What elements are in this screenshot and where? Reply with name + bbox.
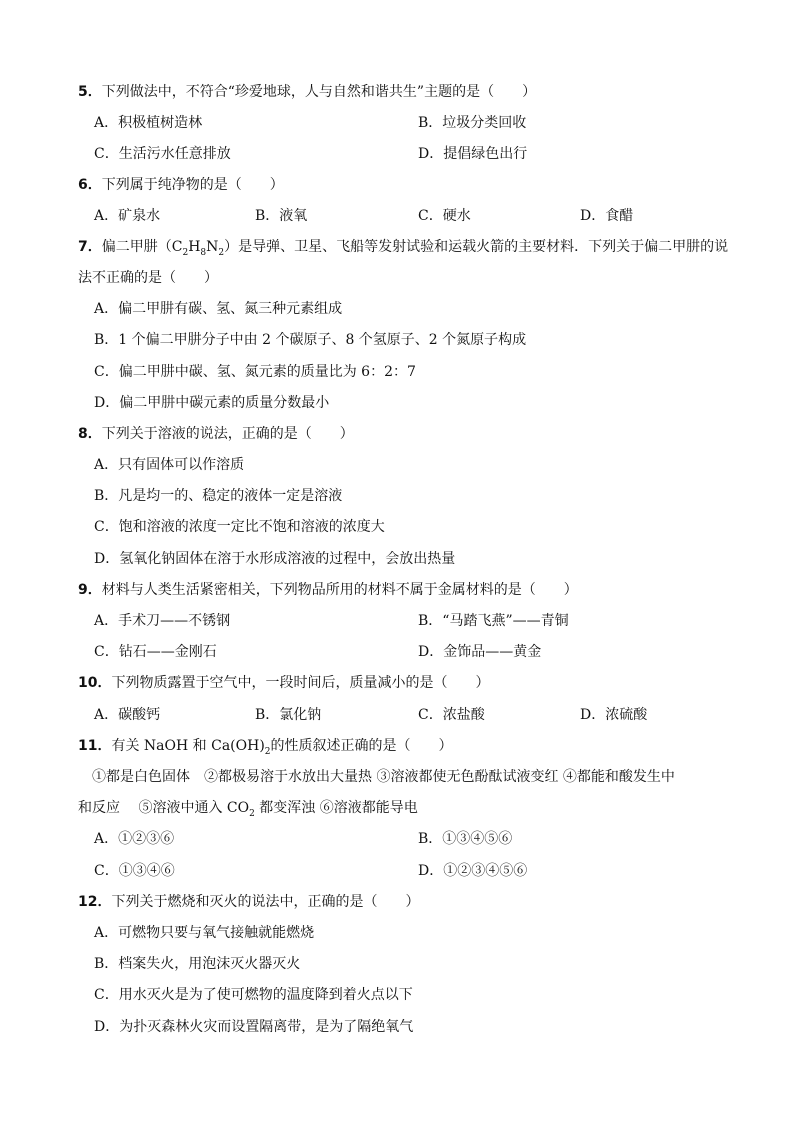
subscript: 8 [200,247,207,258]
option-c: C．用水灭火是为了使可燃物的温度降到着火点以下 [94,987,413,1003]
question-text: 下列做法中，不符合“珍爱地球，人与自然和谐共生”主题的是（ ） [101,84,537,100]
option-c: C．生活污水任意排放 [94,146,231,162]
option-d: D．为扑灭森林火灾而设置隔离带，是为了隔绝氧气 [94,1019,414,1035]
formula-part: N [206,239,219,255]
statement-text: 都变浑浊 ⑥溶液都能导电 [254,800,418,816]
option-c: C．饱和溶液的浓度一定比不饱和溶液的浓度大 [94,519,385,535]
question-5 [78,82,536,102]
question-text: 下列物质露置于空气中，一段时间后，质量减小的是（ ） [111,675,490,691]
question-text-continued: 法不正确的是（ ） [78,270,218,286]
option-b: B．1 个偏二甲肼分子中由 2 个碳原子、8 个氢原子、2 个氮原子构成 [94,332,527,348]
option-a: A．积极植树造林 [94,115,203,131]
option-d: D．氢氧化钠固体在溶于水形成溶液的过程中，会放出热量 [94,551,456,567]
option-b: B．氯化钠 [255,707,322,723]
formula-part: H [188,239,201,255]
option-a: A．矿泉水 [94,208,161,224]
subscript: 2 [264,746,271,757]
option-b: B．凡是均一的、稳定的液体一定是溶液 [94,488,343,504]
question-text: 偏二甲肼（C [101,239,183,255]
question-text: 下列属于纯净物的是（ ） [101,177,284,193]
subscript: 2 [249,808,255,819]
option-d: D．提倡绿色出行 [418,146,528,162]
option-a: A．可燃物只要与氧气接触就能燃烧 [94,925,315,941]
option-c: C．①③④⑥ [94,863,175,879]
statements-line-1: ①都是白色固体 ②都极易溶于水放出大量热 ③溶液都使无色酚酞试液变红 ④都能和酸发生中 [92,769,675,785]
question-8 [78,424,354,444]
question-number: 8． [78,426,102,442]
option-a: A．只有固体可以作溶质 [94,457,245,473]
question-12 [78,892,419,912]
question-text: ）是导弹、卫星、飞船等发射试验和运载火箭的主要材料．下列关于偏二甲肼的说 [224,239,729,255]
question-text: 有关 NaOH 和 Ca(OH) [111,738,265,754]
question-text: 下列关于燃烧和灭火的说法中，正确的是（ ） [111,894,420,910]
option-d: D．浓硫酸 [580,707,648,723]
option-b: B．液氧 [255,208,308,224]
option-b: B．档案失火，用泡沫灭火器灭火 [94,956,301,972]
option-c: C．浓盐酸 [418,707,485,723]
option-d: D．金饰品——黄金 [418,644,542,660]
option-a: A．①②③⑥ [94,831,175,847]
question-text: 的性质叙述正确的是（ ） [270,738,453,754]
option-a: A．偏二甲肼有碳、氢、氮三种元素组成 [94,301,343,317]
option-c: C．硬水 [418,208,471,224]
question-text: 材料与人类生活紧密相关，下列物品所用的材料不属于金属材料的是（ ） [101,582,578,598]
question-9 [78,580,578,600]
question-6 [78,175,284,195]
option-a: A．手术刀——不锈钢 [94,613,231,629]
option-b: B．①③④⑤⑥ [418,831,513,847]
question-number: 5． [78,84,102,100]
option-d: D．食醋 [580,208,634,224]
subscript: 2 [218,247,225,258]
subscript: 2 [182,247,189,258]
option-a: A．碳酸钙 [94,707,161,723]
question-number: 12． [78,894,112,910]
question-10 [78,673,489,693]
question-number: 11． [78,738,112,754]
option-c: C．钻石——金刚石 [94,644,217,660]
option-d: D．①②③④⑤⑥ [418,863,528,879]
question-text: 下列关于溶液的说法，正确的是（ ） [101,426,354,442]
question-number: 9． [78,582,102,598]
question-11 [78,736,453,756]
question-number: 6． [78,177,102,193]
option-d: D．偏二甲肼中碳元素的质量分数最小 [94,395,330,411]
statements-line-2 [78,798,418,818]
option-b: B．“马踏飞燕”——青铜 [418,613,569,629]
option-b: B．垃圾分类回收 [418,115,527,131]
question-number: 10． [78,675,112,691]
statement-text: 和反应 ⑤溶液中通入 CO [78,800,250,816]
question-number: 7． [78,239,102,255]
question-7 [78,237,728,257]
option-c: C．偏二甲肼中碳、氢、氮元素的质量比为 6：2：7 [94,364,416,380]
